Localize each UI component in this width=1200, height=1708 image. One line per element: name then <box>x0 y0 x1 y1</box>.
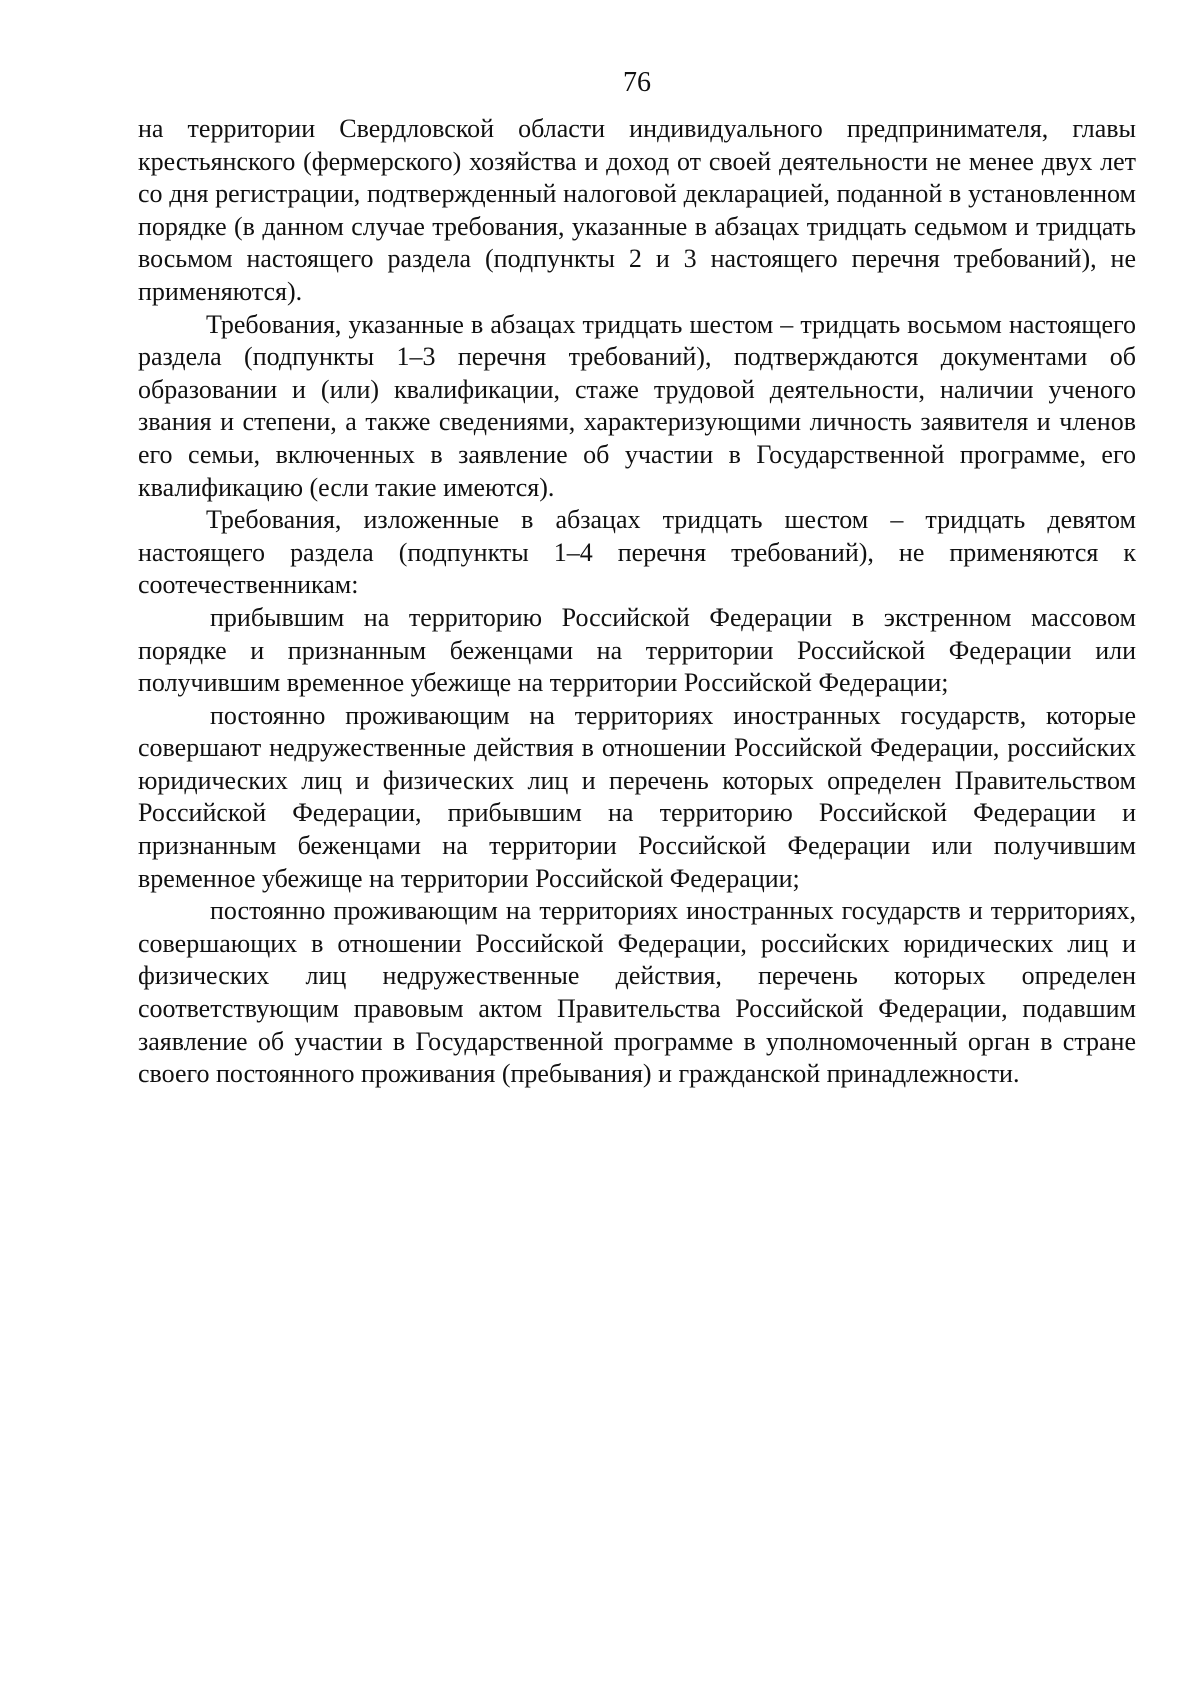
paragraph-unfriendly-states-arrived: постоянно проживающим на территориях иностранных государств, которые совершают недружественные действия в отношении Российской Федерации, российских юридических лиц и физических лиц и перечень которых определен Правительством Российской Федерации, прибывшим на территорию Российской Федерации и признанным беженцами на территории Российской Федерации или получившим временное убежище на территории Российской Федерации; <box>138 700 1136 893</box>
document-body <box>138 113 1136 1091</box>
paragraph-unfriendly-states-applied: постоянно проживающим на территориях иностранных государств и территориях, совершающих в отношении Российской Федерации, российских юридических лиц и физических лиц недружественные действия, перечень которых определен соответствующим правовым актом Правительства Российской Федерации, подавшим заявление об участии в Государственной программе в уполномоченный орган в стране своего постоянного проживания (пребывания) и гражданской принадлежности. <box>138 896 1136 1089</box>
paragraph-requirements-exemption: Требования, изложенные в абзацах тридцать шестом – тридцать девятом настоящего раздела (подпункты 1–4 перечня требований), не применяются к соотечественникам: <box>138 505 1136 600</box>
page-number: 76 <box>623 67 651 98</box>
paragraph-requirements-confirmation: Требования, указанные в абзацах тридцать шестом – тридцать восьмом настоящего раздела (подпункты 1–3 перечня требований), подтверждаются документами об образовании и (или) квалификации, стаже трудовой деятельности, наличии ученого звания и степени, а также сведениями, характеризующими личность заявителя и членов его семьи, включенных в заявление об участии в Государственной программе, его квалификацию (если такие имеются). <box>138 309 1136 502</box>
paragraph-refugees: прибывшим на территорию Российской Федерации в экстренном массовом порядке и признанным беженцами на территории Российской Федерации или получившим временное убежище на территории Российской Федерации; <box>138 602 1136 698</box>
paragraph-continuation: на территории Свердловской области индивидуального предпринимателя, главы крестьянского (фермерского) хозяйства и доход от своей деятельности не менее двух лет со дня регистрации, подтвержденный налоговой декларацией, поданной в установленном порядке (в данном случае требования, указанные в абзацах тридцать седьмом и тридцать восьмом настоящего раздела (подпункты 2 и 3 настоящего перечня требований), не применяются). <box>138 114 1136 306</box>
